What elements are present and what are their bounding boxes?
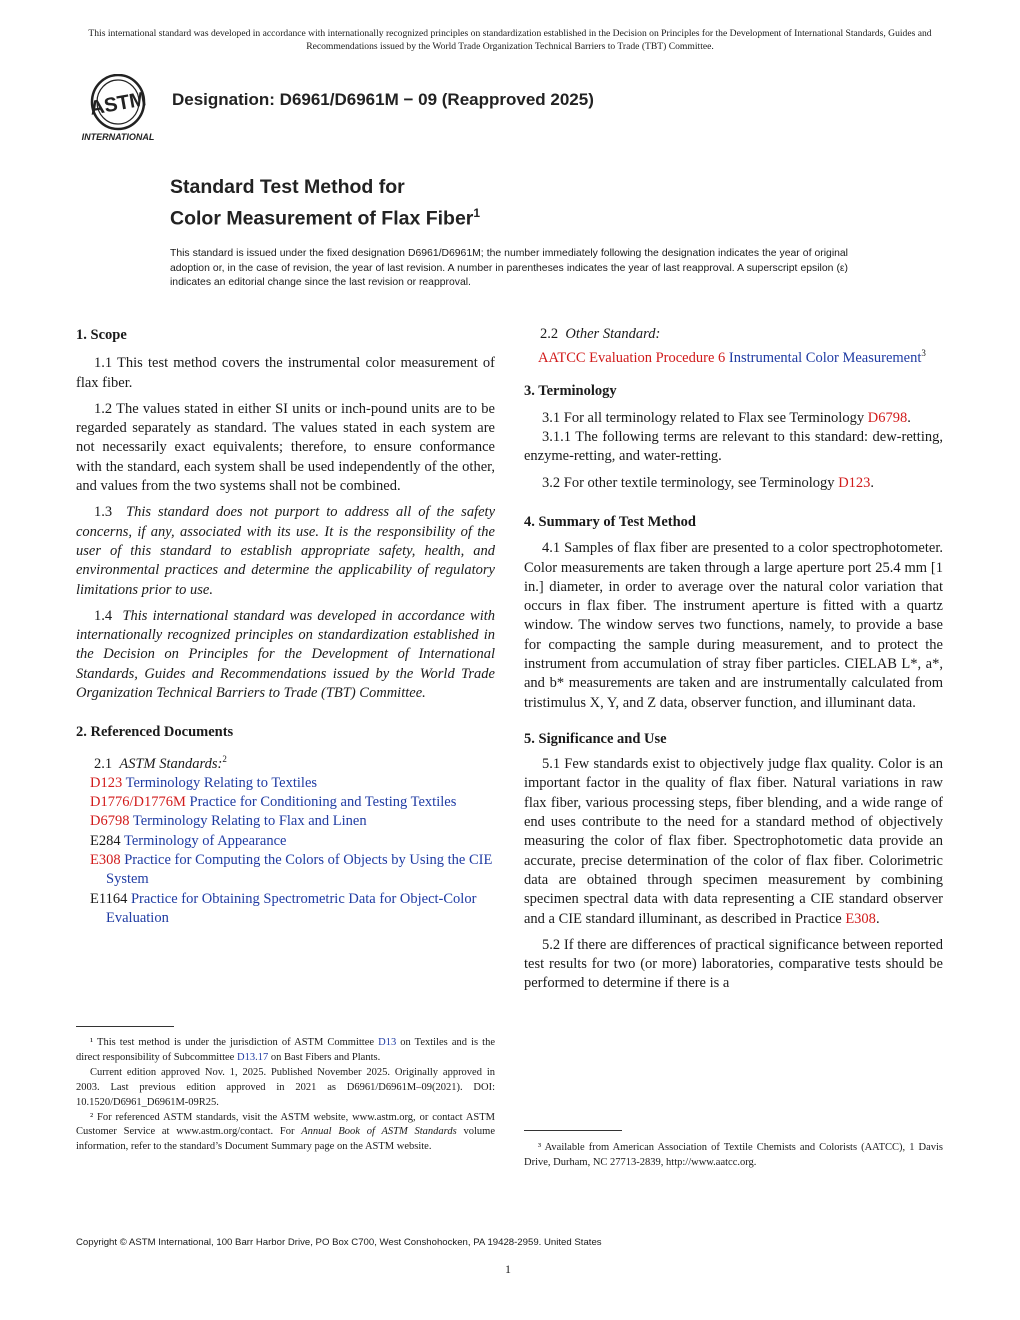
section-2-heading: 2. Referenced Documents (76, 724, 234, 741)
para-3-2: 3.2 For other textile terminology, see Terminology D123. (542, 474, 875, 491)
para-1-2: 1.2 The values stated in either SI units or inch-pound units are to be regarded separately as standard. The values stated in each system are not necessarily exact equivalents; therefore, to ensure conformance with the standard, each system shall be used independently of the other, and values from the two systems shall not be combined. (76, 400, 495, 495)
page-title (170, 174, 480, 232)
footnote-1: ¹ This test method is under the jurisdiction of ASTM Committee D13 on Textiles and is the direct responsibility of Subcommittee D13.17 on Bast Fibers and Plants. (76, 1037, 495, 1063)
ref-d1776[interactable]: D1776/D1776M Practice for Conditioning and Testing Textiles (90, 794, 457, 811)
page-number: 1 (505, 1262, 511, 1276)
footnote-2: ² For referenced ASTM standards, visit the ASTM website, www.astm.org, or contact ASTM Customer Service at www.astm.org/contact. For Annual Book of ASTM Standards volume information, refer to the standard’s Document Summary page on the ASTM website. (76, 1111, 496, 1153)
section-5-heading: 5. Significance and Use (524, 730, 667, 747)
link-e308[interactable]: E308 (845, 910, 876, 927)
footnote-divider-right (524, 1130, 622, 1131)
ref-d6798[interactable]: D6798 Terminology Relating to Flax and Linen (90, 813, 367, 830)
para-1-4: 1.4 This international standard was developed in accordance with internationally recognized principles on standardization established in the Decision on Principles for the Development of International Standards, Guides and Recommendations issued by the World Trade Organization Technical Barriers to Trade (TBT) Committee. (76, 607, 495, 702)
ref-e284[interactable]: E284 Terminology of Appearance (90, 832, 287, 849)
notice-banner: This international standard was developed in accordance with internationally recognized principles on standardization established in the Decision on Principles for the Development of International Standards, Guides and Recommendations issued by the World Trade Organization Technical Barriers to Trade (TBT) Committee. (88, 28, 932, 52)
logo-caption: INTERNATIONAL (81, 132, 155, 142)
footnote-1-edition: Current edition approved Nov. 1, 2025. Published November 2025. Originally approved in 2003. Last previous edition approved in 2021 as D6961/D6961M–09(2021). DOI: 10.1520/D6961_D6961M-09R25. (76, 1066, 495, 1108)
designation: Designation: D6961/D6961M − 09 (Reapproved 2025) (172, 90, 594, 109)
astm-logo (78, 74, 162, 146)
link-d123[interactable]: D123 (838, 474, 871, 491)
link-d6798[interactable]: D6798 (867, 409, 908, 426)
title-footnote-mark[interactable]: 1 (473, 206, 481, 220)
footnote-3: ³ Available from American Association of Textile Chemists and Colorists (AATCC), 1 Davis Drive, Durham, NC 27713-2839, http://www.aatcc.org. (524, 1142, 943, 1168)
para-2-1: 2.1 ASTM Standards:$^2$ (94, 753, 227, 772)
section-3-heading: 3. Terminology (524, 383, 617, 400)
right-column (524, 325, 943, 994)
para-1-3: 1.3 This standard does not purport to address all of the safety concerns, if any, associated with its use. It is the responsibility of the user of this standard to establish appropriate safety, health, and environmental practices and determine the applicability of regulatory limitations prior to use. (76, 504, 496, 598)
para-5-1: 5.1 Few standards exist to objectively judge flax quality. Color is an important factor in the quality of flax fiber. Natural variations in raw flax fiber, various processing steps, fiber blending, and a wide range of end uses contribute to the need for a standard method of objectively measuring the color of flax fiber. Spectrophotometic data provide an accurate, precise determination of the color of flax fiber. Colorimetric data are obtained through specimen measurement by combining specimen spectral data with data representing a CIE standard observer and a CIE standard illuminant, as described in Practice E308. (524, 756, 943, 927)
copyright: Copyright © ASTM International, 100 Barr Harbor Drive, PO Box C700, West Conshohocken, PA 19428-2959. United States (76, 1237, 602, 1248)
section-1-heading: 1. Scope (76, 327, 127, 343)
ref-e308[interactable]: E308 Practice for Computing the Colors of Objects by Using the CIE System (90, 851, 493, 888)
para-3-1: 3.1 For all terminology related to Flax see Terminology D6798. (542, 409, 911, 426)
para-5-2: 5.2 If there are differences of practical significance between reported test results for two (or more) laboratories, comparative tests should be performed to determine if there is a (524, 936, 943, 992)
footnotes-left (76, 1036, 495, 1155)
issuance-note: This standard is issued under the fixed designation D6961/D6961M; the number immediately following the designation indicates the year of original adoption or, in the case of revision, the year of last revision. A number in parentheses indicates the year of last reapproval. A superscript epsilon (ε) indicates an editorial change since the last revision or reapproval. (170, 248, 848, 289)
ref-d123[interactable]: D123 Terminology Relating to Textiles (90, 774, 318, 791)
footnotes-right (524, 1141, 943, 1171)
title-line-1: Standard Test Method for (170, 176, 405, 198)
title-line-2: Color Measurement of Flax Fiber (170, 207, 474, 230)
footnote-divider-left (76, 1026, 174, 1027)
para-4-1: 4.1 Samples of flax fiber are presented to a color spectrophotometer. Color measurements are taken through a large aperture port 25.4 mm [1 in.] diameter, in order to average over the natural color variation that occurs in flax fiber. The instrument aperture is fitted with a quartz window. The window serves two functions, namely, to provide a base for compacting the sample during measurement, and to protect the instrument from accumulation of stray fiber particles. CIELAB L*, a*, and b* measurements are taken and are instrumentally calculated from tristimulus X, Y, and Z data, observer function, and illuminant data. (524, 540, 943, 711)
para-1-1: 1.1 This test method covers the instrumental color measurement of flax fiber. (76, 355, 495, 391)
para-2-2: 2.2 Other Standard: (540, 326, 661, 342)
ref-aatcc[interactable]: AATCC Evaluation Procedure 6 Instrumental Color Measurement$^3$ (538, 348, 926, 367)
para-3-1-1: 3.1.1 The following terms are relevant to this standard: dew-retting, enzyme-retting, and water-retting. (524, 429, 943, 465)
astm-logo-icon (78, 74, 162, 146)
ref-e1164[interactable]: E1164 Practice for Obtaining Spectrometric Data for Object-Color Evaluation (90, 890, 477, 926)
section-4-heading: 4. Summary of Test Method (524, 513, 696, 530)
logo-letters: ASTM (88, 88, 148, 120)
left-column (76, 326, 495, 928)
